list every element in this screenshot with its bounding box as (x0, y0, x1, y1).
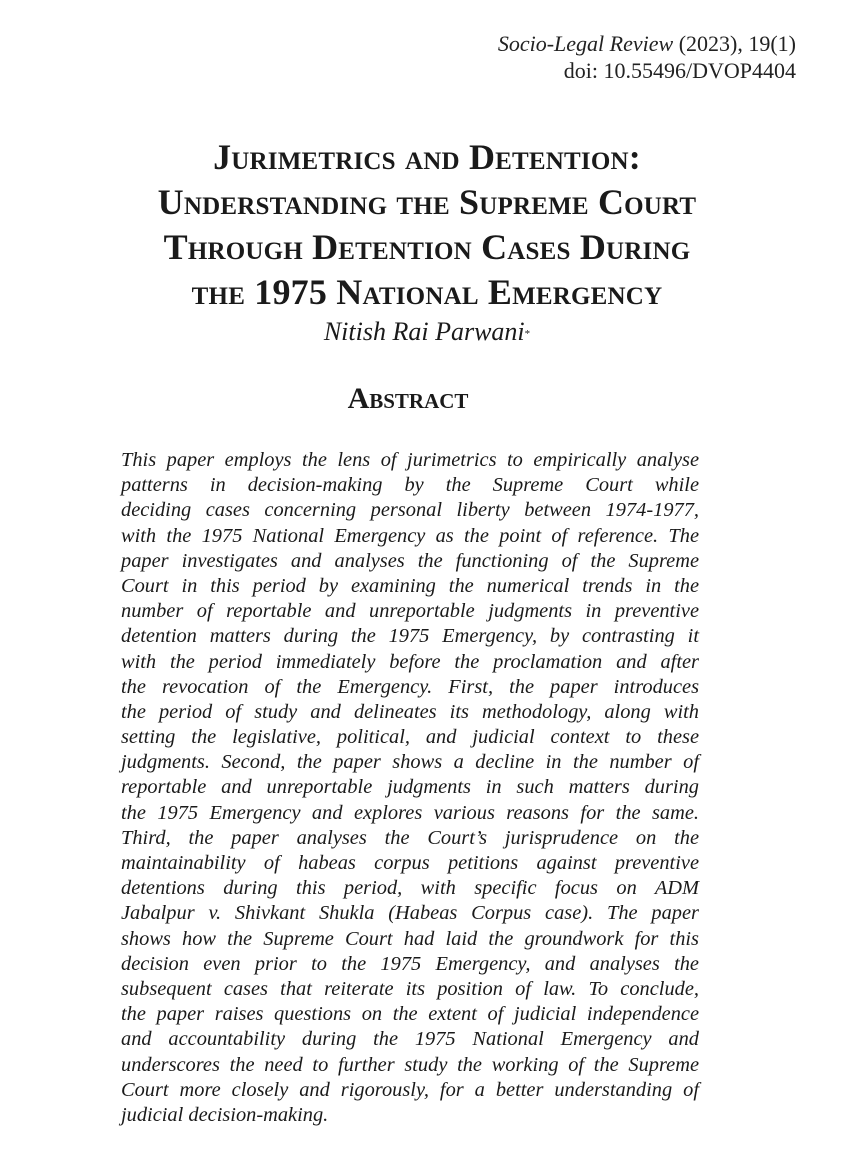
abstract-line: Jabalpur v. Shivkant Shukla (Habeas Corpus case). The paper (121, 902, 699, 925)
journal-header (498, 30, 796, 84)
abstract-line: decision even prior to the 1975 Emergency, and analyses the (121, 952, 699, 975)
abstract-line: subsequent cases that reiterate its position of law. To conclude, (121, 977, 699, 1000)
abstract-line: This paper employs the lens of jurimetrics to empirically analyse (121, 449, 699, 471)
abstract-line: with the 1975 National Emergency as the point of reference. The (121, 524, 699, 547)
abstract-line: detention matters during the 1975 Emergency, by contrasting it (121, 625, 699, 648)
title-line: Understanding the Supreme Court (157, 182, 697, 222)
abstract-line: maintainability of habeas corpus petitions against preventive (121, 852, 699, 874)
journal-citation (498, 30, 796, 57)
abstract-line: underscores the need to further study the working of the Supreme (121, 1053, 699, 1076)
author (0, 315, 854, 349)
journal-name: Socio-Legal Review (497, 31, 674, 56)
abstract-line: setting the legislative, political, and judicial context to these (121, 726, 699, 749)
abstract-line: number of reportable and unreportable judgments in preventive (121, 600, 699, 623)
abstract-line: the period of study and delineates its methodology, along with (121, 700, 699, 723)
doi: doi: 10.55496/DVOP4404 (563, 58, 796, 83)
title-line: the 1975 National Emergency (191, 272, 663, 312)
abstract-body (121, 448, 699, 1128)
abstract-line: patterns in decision-making by the Supreme Court while (121, 474, 699, 497)
abstract-line: deciding cases concerning personal liberty between 1974-1977, (121, 499, 699, 522)
title-line: Through Detention Cases During (163, 227, 691, 267)
abstract-line: detentions during this period, with specific focus on ADM (121, 877, 699, 900)
abstract-line: shows how the Supreme Court had laid the groundwork for this (121, 927, 699, 950)
abstract-line: the 1975 Emergency and explores various reasons for the same. (121, 801, 699, 824)
abstract-heading: Abstract (347, 382, 469, 415)
abstract-line: paper investigates and analyses the functioning of the Supreme (121, 549, 699, 572)
abstract-line: judgments. Second, the paper shows a decline in the number of (121, 751, 699, 774)
author-footnote-marker[interactable]: * (524, 328, 531, 340)
abstract-line: the paper raises questions on the extent of judicial independence (121, 1003, 699, 1026)
journal-volume: (2023), 19(1) (678, 31, 796, 56)
abstract-line: Court more closely and rigorously, for a better understanding of (121, 1078, 699, 1101)
abstract-line: reportable and unreportable judgments in such matters during (121, 776, 699, 799)
author-name: Nitish Rai Parwani (323, 317, 525, 346)
abstract-line: Court in this period by examining the numerical trends in the (121, 574, 699, 597)
abstract-line: judicial decision-making. (121, 1103, 329, 1126)
abstract-line: with the period immediately before the proclamation and after (121, 650, 699, 673)
paper-title (0, 135, 854, 315)
abstract-line: Third, the paper analyses the Court’s jurisprudence on the (121, 826, 699, 849)
abstract-line: the revocation of the Emergency. First, the paper introduces (121, 675, 699, 698)
title-line: Jurimetrics and Detention: (213, 137, 641, 177)
abstract-line: and accountability during the 1975 National Emergency and (121, 1028, 699, 1051)
